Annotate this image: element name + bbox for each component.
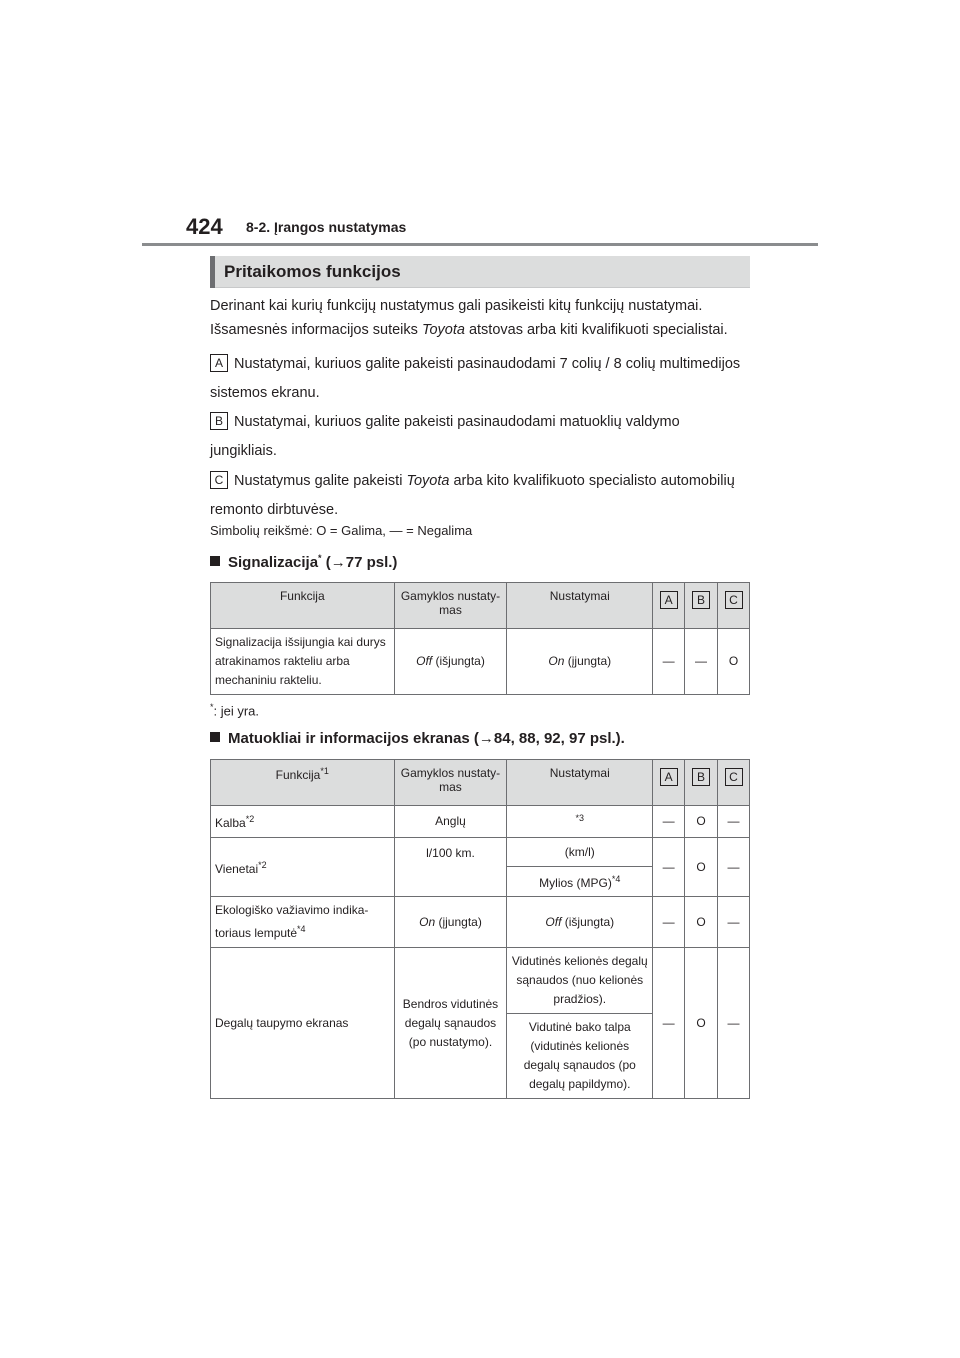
asterisk: *: [318, 553, 322, 563]
intro-text: atstovas arba kiti kvalifikuoti specialistai.: [464, 322, 728, 338]
brand-name: Toyota: [421, 322, 465, 338]
section-title: 8-2. Įrangos nustatymas: [246, 219, 407, 235]
header-c: [718, 760, 750, 806]
legend-a-text: Nustatymai, kuriuos galite pakeisti pasinaudodami 7 colių / 8 colių multimedijos sistemos ekranu.: [210, 356, 741, 401]
table-header-row: [211, 760, 750, 806]
legend-c-text: arba kito kvalifikuoto specialisto automobilių remonto dirbtuvėse.: [210, 473, 735, 518]
cell-setting-value: On: [548, 654, 565, 668]
legend-b: [210, 408, 730, 466]
footnote: [210, 702, 259, 718]
banner-title: Pritaikomos funkcijos: [224, 262, 401, 281]
footnote-text: : jei yra.: [213, 703, 260, 719]
cell-func: Degalų taupymo ekranas: [211, 948, 395, 1099]
cell-func-text: Kalba: [215, 816, 246, 830]
footnote-mark: *2: [258, 859, 267, 870]
cell-func: [211, 806, 395, 838]
cell-a: —: [653, 838, 685, 897]
header-func-text: Funkcija: [275, 768, 321, 782]
legend-a: [210, 350, 750, 408]
header-a: [653, 583, 685, 629]
cell-setting-text: (įjungta): [564, 654, 612, 668]
label-c-box: C: [725, 768, 743, 786]
section-banner: [210, 256, 750, 288]
bullet-square-icon: [210, 556, 220, 566]
symbols-legend: Simbolių reikšmė: O = Galima, — = Negalima: [210, 523, 473, 538]
cell-b: O: [685, 948, 718, 1099]
cell-setting: [507, 806, 653, 838]
legend-c: [210, 467, 750, 525]
cell-setting-value: Off: [545, 914, 562, 929]
table-row: [211, 806, 750, 838]
cell-setting: Vidutinės kelionės degalų sąnaudos (nuo kelionės pradžios).: [507, 948, 653, 1014]
header-b: [685, 760, 718, 806]
cell-func: [211, 838, 395, 897]
header-func: [211, 760, 395, 806]
header-b: [685, 583, 718, 629]
cell-func: [211, 897, 395, 948]
cell-func-text: Ekologiško važiavimo indika-toriaus lemputė: [215, 903, 369, 940]
section1-title: Signalizacija: [228, 554, 319, 571]
cell-c: —: [718, 897, 750, 948]
header-settings: Nustatymai: [507, 583, 653, 629]
brand-name: Toyota: [406, 473, 450, 489]
cell-setting: Vidutinė bako talpa (vidutinės kelionės degalų sąnaudos (po degalų papildymo).: [507, 1014, 653, 1099]
cell-setting: [507, 897, 653, 948]
footnote-mark: *1: [320, 766, 329, 776]
cell-func: Signalizacija išsijungia kai durys atrakinamos rakteliu arba mechaniniu rakteliu.: [211, 629, 395, 695]
cell-default: Bendros vidutinės degalų sąnaudos (po nustatymo).: [394, 948, 507, 1099]
label-b-box: B: [692, 768, 710, 786]
header-func: Funkcija: [211, 583, 395, 629]
section1-ref: (→77 psl.): [321, 554, 398, 571]
table-row: [211, 897, 750, 948]
cell-default: l/100 km.: [394, 838, 507, 897]
intro-line-1: Derinant kai kurių funkcijų nustatymus gali pasikeisti kitų funkcijų nustatymai.: [210, 298, 703, 314]
cell-a: —: [653, 897, 685, 948]
header-a: [653, 760, 685, 806]
signalization-table: [210, 582, 750, 695]
cell-default-text: (išjungta): [432, 654, 485, 668]
cell-setting: (km/l): [507, 838, 653, 867]
page-number: 424: [186, 214, 223, 239]
header-default: Gamyklos nustaty-mas: [394, 583, 507, 629]
cell-b: O: [685, 806, 718, 838]
cell-setting-text: (išjungta): [561, 914, 615, 929]
label-c-box: C: [210, 471, 228, 489]
header-settings: Nustatymai: [507, 760, 653, 806]
cell-c: O: [718, 629, 750, 695]
cell-c: —: [718, 806, 750, 838]
table-header-row: [211, 583, 750, 629]
legend-c-text: Nustatymus galite pakeisti: [234, 473, 407, 489]
table-row: [211, 948, 750, 1014]
cell-setting: [507, 867, 653, 897]
header-rule: [142, 243, 818, 246]
intro-line-2: [210, 318, 770, 342]
footnote-mark: *4: [611, 874, 621, 884]
asterisk: *: [210, 702, 214, 712]
header-c: [718, 583, 750, 629]
label-b-box: B: [692, 591, 710, 609]
section2-title: Matuokliai ir informacijos ekranas (→84, 88, 92, 97 psl.).: [228, 730, 625, 747]
intro-text: Išsamesnės informacijos suteiks: [210, 322, 422, 338]
cell-c: —: [718, 838, 750, 897]
label-c-box: C: [725, 591, 743, 609]
header-default: Gamyklos nustaty-mas: [394, 760, 507, 806]
table-row: [211, 838, 750, 867]
label-a-box: A: [210, 354, 228, 372]
intro-paragraph: [210, 294, 770, 342]
cell-setting: [507, 629, 653, 695]
footnote-mark: *2: [245, 814, 255, 824]
footnote-mark: *4: [297, 924, 306, 934]
cell-a: —: [653, 629, 685, 695]
section2-heading: [210, 730, 625, 747]
label-b-box: B: [210, 412, 228, 430]
cell-default: [394, 897, 507, 948]
cell-default: Anglų: [394, 806, 507, 838]
cell-b: O: [685, 838, 718, 897]
cell-default-text: (įjungta): [435, 914, 482, 929]
label-a-box: A: [660, 591, 678, 609]
section1-heading: [210, 553, 397, 571]
legend-b-text: Nustatymai, kuriuos galite pakeisti pasinaudodami matuoklių valdymo jungikliais.: [210, 414, 680, 459]
cell-default-value: Off: [416, 654, 433, 668]
banner-bar: [210, 256, 215, 288]
cell-func-text: Vienetai: [215, 861, 259, 876]
cell-default: [394, 629, 507, 695]
cell-a: —: [653, 948, 685, 1099]
cell-setting-text: Mylios (MPG): [539, 876, 612, 890]
cell-a: —: [653, 806, 685, 838]
table-row: [211, 629, 750, 695]
cell-b: —: [685, 629, 718, 695]
cell-default-value: On: [419, 914, 436, 929]
bullet-square-icon: [210, 732, 220, 742]
cell-c: —: [718, 948, 750, 1099]
gauges-table: [210, 759, 750, 1099]
footnote-mark: *3: [575, 813, 585, 823]
label-a-box: A: [660, 768, 678, 786]
cell-b: O: [685, 897, 718, 948]
